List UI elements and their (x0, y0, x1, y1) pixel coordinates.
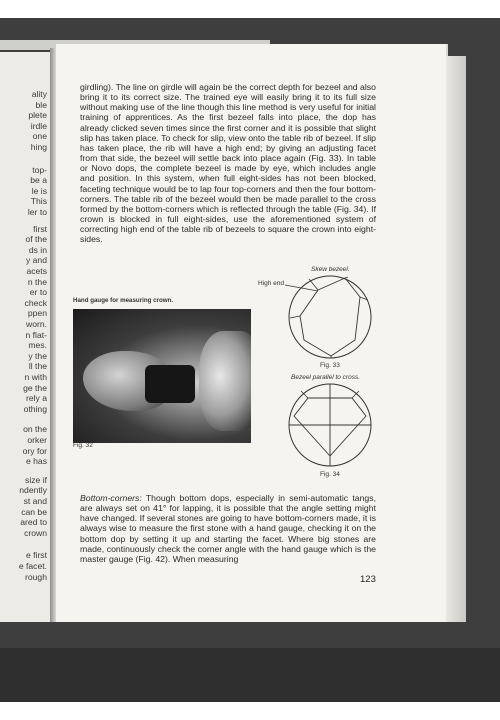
left-page-text-fragment: rely a (25, 393, 47, 404)
paragraph-2-body: Though bottom dops, especially in semi-automatic tangs, are always set on 41° for lapping, it is possible that the angle setting might have changed. If several stones are going to have bottom-corners made, it is always wise to measure the first stone with a hand gauge, checking it on the bottom dop by setting it up and starting the facet. Where big stones are made, continuously check the corner angle with the hand gauge which is the master gauge (Fig. 42). When measuring (80, 493, 376, 564)
left-page-text-fragment: rough (25, 571, 47, 582)
left-page-text-fragment: n the (27, 276, 47, 287)
left-page-text-fragment: This (30, 196, 47, 207)
left-page-text-fragment: ge the (23, 382, 47, 393)
left-page-text-fragment: e facet. (18, 561, 47, 571)
left-page-text-fragment: e has (25, 456, 47, 467)
fig33-title: Skew bezeel. (311, 266, 350, 273)
left-page-text-fragment: ared to (20, 517, 47, 528)
left-page-text-fragment: plete (28, 110, 47, 121)
left-page-text-fragment: ppen (27, 308, 47, 319)
page-number: 123 (360, 574, 376, 585)
left-page-text-fragment: first (33, 223, 47, 234)
left-page-text-fragment: ndently (19, 485, 47, 496)
left-page-text-fragment: er to (29, 287, 47, 298)
fig34-title: Bezeel parallel to cross. (291, 374, 361, 381)
left-page-text-fragment: n flat- (25, 329, 47, 340)
fig33-high-end-label: High end (258, 280, 285, 287)
left-page-text-fragment: can be (21, 506, 47, 517)
fig33-label: Fig. 33 (320, 362, 340, 369)
left-page-text-fragment: hing (30, 142, 47, 152)
fig34-label: Fig. 34 (320, 471, 340, 478)
left-page-text-fragment: n with (24, 372, 47, 382)
left-page-text-fragment: le is (31, 185, 47, 196)
left-page-text-fragment: top- (32, 164, 47, 175)
left-page-text-fragment: ll the (28, 361, 47, 372)
left-page-text-fragment: size if (25, 474, 47, 485)
left-page-text-fragment: y and (25, 255, 47, 266)
left-page-text-fragment: ality (31, 89, 47, 99)
left-page-text-fragment: ory for (22, 445, 47, 456)
left-page-text-fragment: on the (23, 424, 47, 435)
left-page-text-fragment: ble (35, 99, 47, 110)
left-page-text-fragment: mes. (28, 340, 47, 351)
left-page-text-fragment: ds in (28, 244, 47, 255)
left-page-text-fragment: ler to (27, 207, 47, 217)
left-page-text-fragment: st and (23, 496, 47, 506)
left-page-text-fragment: y the (28, 350, 47, 361)
paragraph-2 (80, 493, 376, 564)
left-page-text-fragment: of the (25, 234, 47, 245)
paragraph-2-lead: Bottom-corners: (80, 493, 142, 503)
photo-caption: Hand gauge for measuring crown. (73, 297, 174, 304)
paragraph-1: girdling). The line on girdle will again be the correct depth for bezeel and also bring it to its correct size. The trained eye will easily bring it to its full size without making use of the line though this line method is very useful for initial training of apprentices. As the first bezeel falls into place, the dop has already clicked seven times since the first corner and it is possible that slight slip has taken place. To check for slip, view onto the table rib of bezeel. If slip has taken place, the rib will have a high end; by giving an adjusting facet from that side, the bezeel will settle back into place again (Fig. 33). In table or Novo dops, the complete bezeel is made by eye, which includes angle and position. In this system, when full eight-sides has not been blocked, faceting technique would be to lap four top-corners and then the four bottom-corners. The table rib of the bezeel would then be made parallel to the cross formed by the bottom-corners which is reflected through the table (Fig. 34). If crown is blocked in full eight-sides, use the aforementioned system of correcting high end of the table rib of bezeels to square the crown into eight-sides. (80, 82, 376, 245)
left-page-text-fragment: check (24, 297, 47, 308)
left-page-text-fragment: be a (30, 175, 47, 186)
left-page-text-fragment: e first (25, 550, 47, 561)
left-page-text-fragment: acets (26, 266, 47, 276)
left-page-text-fragment: othing (23, 403, 47, 414)
left-page-text-fragment: worn. (25, 319, 47, 329)
left-page-text-fragment: irdle (30, 120, 47, 131)
left-page-text-fragment: one (32, 131, 47, 142)
fig32-label: Fig. 32 (73, 442, 93, 449)
left-page-text-fragment: crown (24, 527, 47, 538)
left-page-text-fragment: orker (27, 435, 47, 445)
